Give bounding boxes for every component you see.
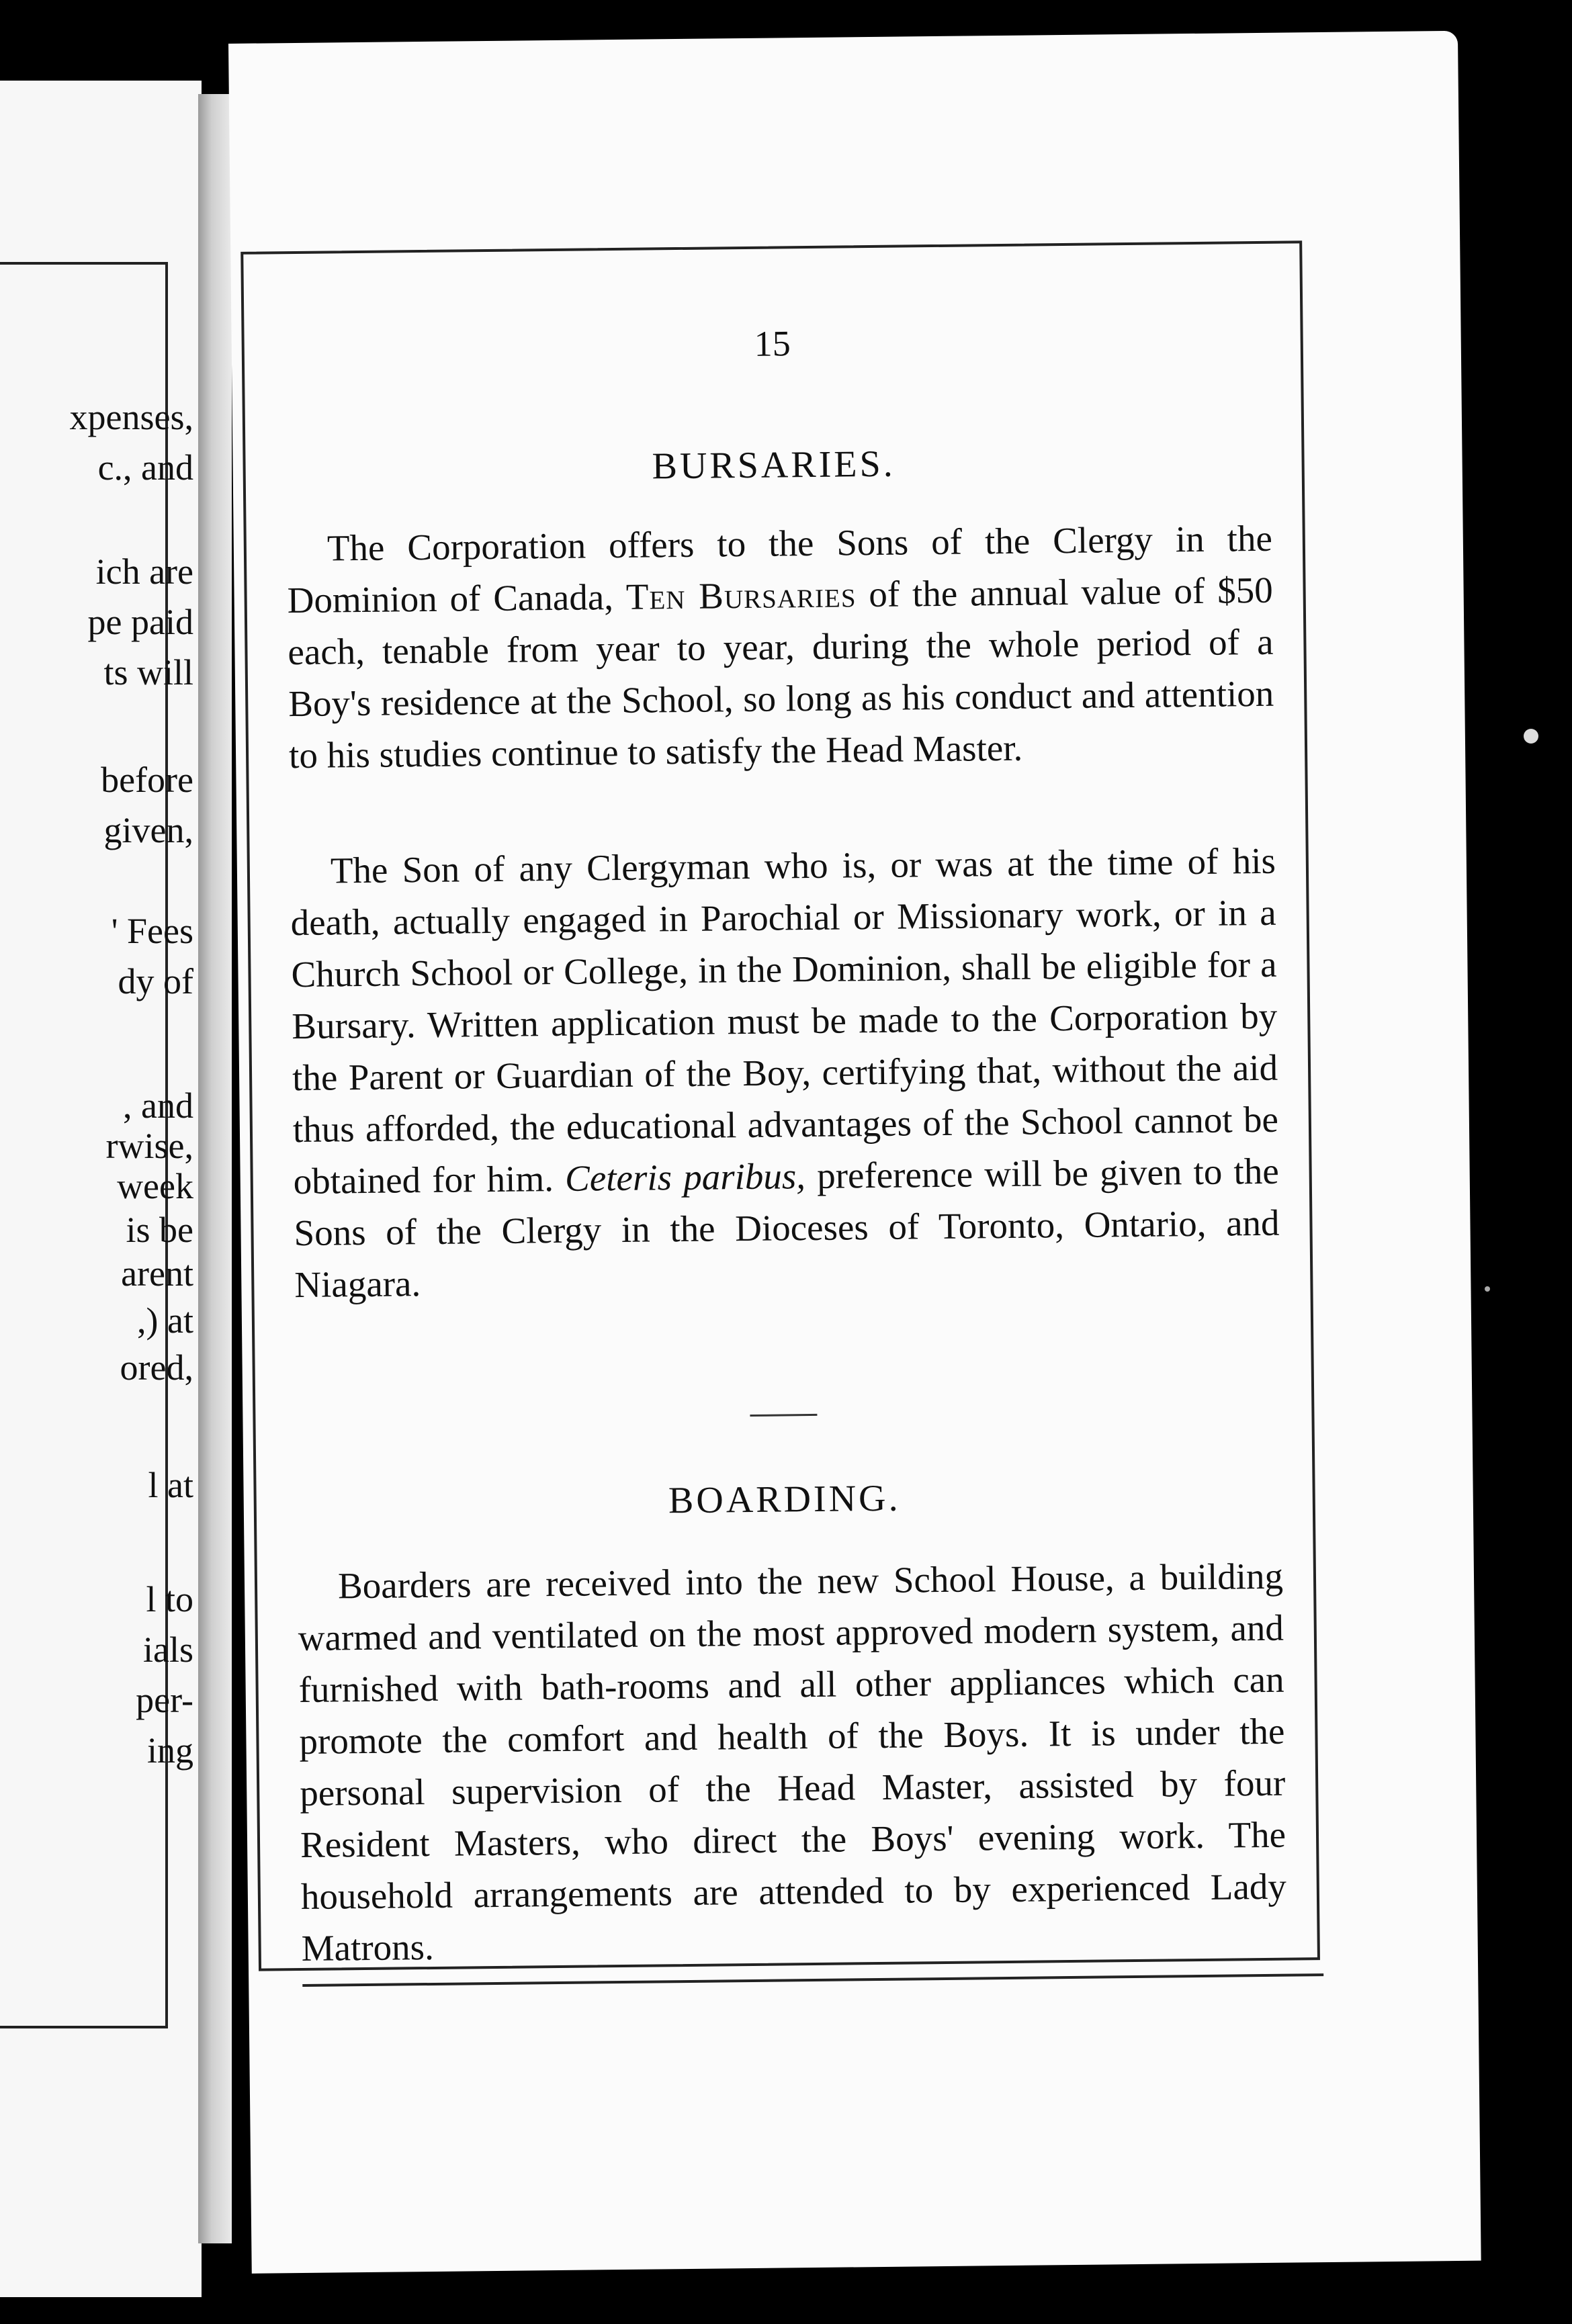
left-line: ' Fees (111, 911, 193, 951)
left-line: l to (146, 1579, 193, 1619)
left-line: ,) at (137, 1300, 193, 1341)
boarding-text: Boarders are received into the new School House, a building warmed and ventilated on the most approved modern system, and furnished with bath-rooms and all other appliances which can promote the comfort and health of the Boys. It is under the personal supervision of the Head Master, assisted by four Resident Masters, who direct the Boys' evening work. The household arrangements are attended to by experienced Lady Matrons. (298, 1555, 1287, 1969)
text-frame (241, 240, 1320, 1971)
left-line: given, (103, 810, 193, 850)
ceteris-paribus-italic: Ceteris paribus, (564, 1155, 806, 1199)
boarding-paragraph (298, 1550, 1287, 1974)
left-line: is be (126, 1210, 193, 1250)
bursaries-paragraph-2 (290, 835, 1280, 1310)
left-line: ials (143, 1629, 193, 1670)
paper-speck (1524, 729, 1538, 744)
page-gutter (198, 94, 232, 2243)
para1-post: of the annual value of $50 each, tenable from year to year, during the whole period of a Boy's residence at the School, so long as his conduct and attention to his studies continue to satisfy the Head Master. (288, 569, 1274, 776)
right-page (228, 31, 1481, 2274)
page-number: 15 (754, 323, 791, 364)
left-page-fragment (0, 81, 202, 2297)
left-line: ts will (103, 652, 193, 692)
bursaries-paragraph-1 (286, 512, 1274, 781)
left-line: before (101, 760, 193, 800)
left-line: pe paid (87, 602, 193, 642)
paper-speck (1485, 1286, 1490, 1292)
bursaries-heading: BURSARIES. (652, 443, 896, 488)
left-line: rwise, (105, 1126, 193, 1166)
left-line: c., and (97, 447, 193, 488)
left-line: xpenses, (69, 397, 193, 437)
left-line: per- (136, 1680, 193, 1720)
left-line: ing (146, 1730, 193, 1771)
left-line: ich are (95, 551, 193, 592)
para1-pre: The Corporation offers to the Sons of the Clergy in the Dominion of Canada, (287, 517, 1273, 621)
para2-post: preference will be given to the Sons of the Clergy in the Dioceses of Toronto, Ontario, and Niagara. (294, 1150, 1280, 1306)
left-line: arent (121, 1253, 193, 1294)
left-line: l at (148, 1465, 193, 1505)
frame-bottom-rule (302, 1973, 1323, 1987)
para2-pre: The Son of any Clergyman who is, or was at the time of his death, actually engaged in Parochial or Missionary work, or in a Church School or College, in the Dominion, shall be eligible for a Bursary. Written application must be made to the Corporation by the Parent or Guardian of the Boy, certifying that, without the aid thus afforded, the educational advantages of the School cannot be obtained for him. (290, 840, 1279, 1202)
boarding-heading: BOARDING. (668, 1477, 901, 1522)
left-line: dy of (118, 961, 193, 1001)
left-line: week (117, 1166, 193, 1206)
left-line: , and (123, 1085, 193, 1126)
ten-bursaries-smallcaps: Ten Bursaries (625, 574, 857, 617)
section-separator (750, 1414, 817, 1417)
left-line: ored, (120, 1347, 193, 1388)
